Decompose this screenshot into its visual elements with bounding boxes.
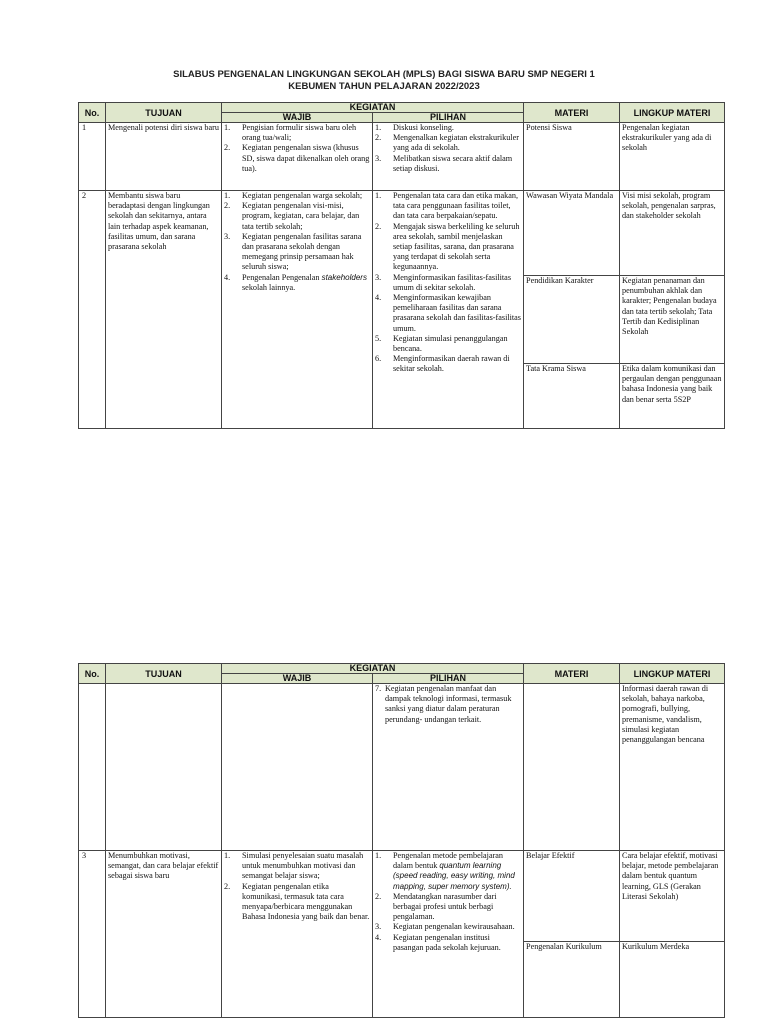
lingkup-materi-cell: Informasi daerah rawan di sekolah, bahaya narkoba, pornografi, bullying, premanisme, vandalism, simulasi kegiatan penanggulangan bencana (620, 684, 725, 851)
materi-cell: Wawasan Wiyata Mandala (524, 191, 620, 276)
lingkup-materi-cell: Etika dalam komunikasi dan pergaulan dengan penggunaan bahasa Indonesia yang baik dan benar serta 5S2P (620, 364, 725, 429)
header-materi: MATERI (524, 664, 620, 684)
syllabus-table-page1 (78, 102, 725, 429)
tujuan-cell: Mengenali potensi diri siswa baru (106, 123, 222, 191)
syllabus-table-page2 (78, 663, 725, 1018)
list-item: 1. Kegiatan pengenalan warga sekolah; (224, 191, 363, 200)
row-number: 3 (79, 851, 106, 1018)
header-tujuan: TUJUAN (106, 664, 222, 684)
tujuan-cell: Membantu siswa baru beradaptasi dengan lingkungan sekolah dan sekitarnya, antara lain terhadap aspek keamanan, fasilitas umum, dan sarana prasarana sekolah (106, 191, 222, 429)
header-pilihan: PILIHAN (373, 674, 524, 684)
pilihan-cell (373, 684, 524, 851)
header-materi: MATERI (524, 103, 620, 123)
list-item: 1. Pengenalan metode pembelajaran dalam bentuk quantum learning (speed reading, easy writing, mind mapping, super memory system). (375, 851, 515, 891)
document-title-line2: KEBUMEN TAHUN PELAJARAN 2022/2023 (288, 81, 480, 92)
tujuan-cell: Menumbuhkan motivasi, semangat, dan cara belajar efektif sebagai siswa baru (106, 851, 222, 1018)
header-kegiatan: KEGIATAN (222, 664, 524, 674)
row-number (79, 684, 106, 851)
pilihan-cell (373, 191, 524, 429)
header-lingkup-materi: LINGKUP MATERI (620, 103, 725, 123)
lingkup-materi-cell: Kegiatan penanaman dan penumbuhan akhlak dan karakter; Pengenalan budaya dan tata tertib sekolah; Tata Tertib dan Kedisiplinan Sekolah (620, 276, 725, 364)
pilihan-cell (373, 851, 524, 1018)
list-item: 4. Menginformasikan kewajiban pemeliharaan fasilitas dan sarana prasarana sekolah dan fasilitas-fasilitas umum. (375, 293, 521, 333)
wajib-cell (222, 684, 373, 851)
materi-cell: Pendidikan Karakter (524, 276, 620, 364)
list-item: 1. Pengenalan tata cara dan etika makan, tata cara penggunaan fasilitas toilet, dan tata cara berpakaian/sepatu. (375, 191, 519, 221)
header-tujuan: TUJUAN (106, 103, 222, 123)
header-no: No. (79, 664, 106, 684)
list-item: 2. Kegiatan pengenalan siswa (khusus SD, siswa dapat dikenalkan oleh orang tua). (224, 143, 370, 173)
list-item: 3. Kegiatan pengenalan fasilitas sarana dan prasarana sekolah dengan memegang prinsip persamaan hak seluruh siswa; (224, 231, 362, 272)
pilihan-cell (373, 123, 524, 191)
wajib-cell (222, 123, 373, 191)
list-item: 4. Kegiatan pengenalan institusi pasangan pada sekolah kejuruan. (375, 932, 501, 952)
list-item: 2. Mendatangkan narasumber dari berbagai profesi untuk berbagi pengalaman. (375, 891, 497, 922)
lingkup-materi-cell: Kurikulum Merdeka (620, 942, 725, 1018)
header-lingkup-materi: LINGKUP MATERI (620, 664, 725, 684)
list-item: 1. Diskusi konseling. (375, 123, 454, 132)
list-item: 3. Menginformasikan fasilitas-fasilitas umum di sekitar sekolah. (375, 272, 512, 292)
list-item: 5. Kegiatan simulasi penanggulangan bencana. (375, 333, 508, 354)
table-row (79, 851, 725, 942)
materi-cell: Tata Krama Siswa (524, 364, 620, 429)
header-pilihan: PILIHAN (373, 113, 524, 123)
lingkup-materi-cell: Pengenalan kegiatan ekstrakurikuler yang ada di sekolah (620, 123, 725, 191)
row-number: 1 (79, 123, 106, 191)
list-item: 2. Mengenalkan kegiatan ekstrakurikuler yang ada di sekolah. (375, 133, 519, 153)
materi-cell (524, 684, 620, 851)
wajib-cell (222, 191, 373, 429)
header-kegiatan: KEGIATAN (222, 103, 524, 113)
header-no: No. (79, 103, 106, 123)
list-item: 3. Melibatkan siswa secara aktif dalam setiap diskusi. (375, 153, 513, 173)
list-item: 7. Kegiatan pengenalan manfaat dan dampak teknologi informasi, termasuk sanksi yang diatur dalam peraturan perundang- undangan terkait. (375, 684, 512, 724)
row-number: 2 (79, 191, 106, 429)
list-item: 6. Menginformasikan daerah rawan di sekitar sekolah. (375, 354, 510, 374)
wajib-cell (222, 851, 373, 1018)
materi-cell: Pengenalan Kurikulum (524, 942, 620, 1018)
document-title-line1: SILABUS PENGENALAN LINGKUNGAN SEKOLAH (MPLS) BAGI SISWA BARU SMP NEGERI 1 (173, 69, 595, 80)
list-item: 2. Kegiatan pengenalan visi-misi, program, kegiatan, cara belajar, dan tata tertib sekolah; (224, 201, 360, 231)
list-item: 1. Pengisian formulir siswa baru oleh orang tua/wali; (224, 123, 357, 143)
lingkup-materi-cell: Visi misi sekolah, program sekolah, pengenalan sarpras, dan stakeholder sekolah (620, 191, 725, 276)
list-item: 1. Simulasi penyelesaian suatu masalah untuk menumbuhkan motivasi dan semangat belajar siswa; (224, 851, 364, 881)
table-row (79, 191, 725, 276)
header-wajib: WAJIB (222, 674, 373, 684)
table-row (79, 123, 725, 191)
table-row (79, 684, 725, 851)
lingkup-materi-cell: Cara belajar efektif, motivasi belajar, metode pembelajaran dalam bentuk quantum learning, GLS (Gerakan Literasi Sekolah) (620, 851, 725, 942)
list-item: 4. Pengenalan Pengenalan stakeholders sekolah lainnya. (224, 272, 367, 292)
list-item: 2. Mengajak siswa berkeliling ke seluruh area sekolah, sambil menjelaskan setiap fasilitas, sarana, dan prasarana yang terdapat di sekolah serta kegunaannya. (375, 221, 520, 272)
tujuan-cell (106, 684, 222, 851)
materi-cell: Potensi Siswa (524, 123, 620, 191)
list-item: 3. Kegiatan pengenalan kewirausahaan. (375, 922, 515, 932)
header-wajib: WAJIB (222, 113, 373, 123)
list-item: 2. Kegiatan pengenalan etika komunikasi, termasuk tata cara menyapa/berbicara menggunakan Bahasa Indonesia yang baik dan benar. (224, 881, 370, 922)
materi-cell: Belajar Efektif (524, 851, 620, 942)
